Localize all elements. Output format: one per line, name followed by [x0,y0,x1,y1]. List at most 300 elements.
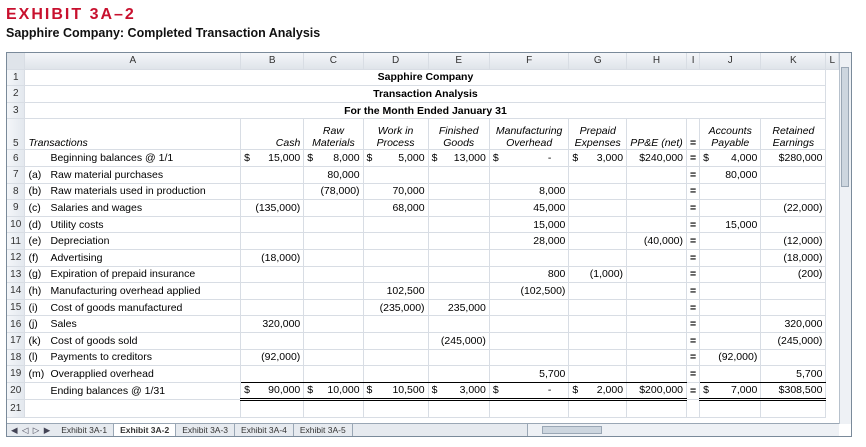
transaction-letter: (c) [28,201,41,214]
cell-fg[interactable] [428,166,489,183]
cell-prepaid[interactable] [569,366,627,383]
company-name[interactable]: Sapphire Company [25,69,826,86]
currency-cell [493,152,566,164]
column-header-h[interactable]: H [627,53,687,69]
cell-moh[interactable] [489,332,569,349]
empty-cell[interactable] [761,400,826,418]
transaction-description[interactable] [25,266,241,283]
transaction-description[interactable] [25,382,241,400]
column-header-b[interactable]: B [241,53,304,69]
cell-wip[interactable] [363,233,428,250]
cell-wip[interactable] [363,166,428,183]
transaction-row [7,183,839,200]
header-transactions[interactable]: Transactions [25,119,241,150]
cell-raw[interactable] [304,216,363,233]
exhibit-subtitle: Sapphire Company: Completed Transaction Analysis [6,26,321,40]
empty-cell[interactable] [241,400,304,418]
transaction-row [7,266,839,283]
cell-value: 10,000 [327,384,360,397]
row-header[interactable]: 19 [7,366,25,383]
cell-prepaid[interactable] [569,249,627,266]
cell-eq[interactable]: = [687,166,700,183]
cell-moh[interactable]: (102,500) [489,283,569,300]
transaction-row [7,332,839,349]
transaction-row [7,299,839,316]
select-all-corner[interactable] [7,53,25,69]
row-header[interactable]: 12 [7,249,25,266]
row-header[interactable]: 8 [7,183,25,200]
cell-fg[interactable] [428,183,489,200]
cell-ppe[interactable] [627,200,687,217]
horizontal-scrollbar[interactable] [527,424,839,436]
cell-raw[interactable] [304,150,363,167]
cell-raw[interactable] [304,316,363,333]
cell-raw[interactable] [304,382,363,400]
cell-ppe[interactable] [627,366,687,383]
transaction-row [7,216,839,233]
cell-fg[interactable] [428,382,489,400]
cell-cash[interactable] [241,283,304,300]
cell-raw[interactable] [304,233,363,250]
empty-cell[interactable] [687,400,700,418]
column-header-row [7,53,839,69]
cell-eq[interactable]: = [687,366,700,383]
transaction-letter: (k) [28,334,41,347]
cell-fg[interactable]: (245,000) [428,332,489,349]
column-header-a[interactable]: A [25,53,241,69]
cell-ppe[interactable] [627,316,687,333]
cell-prepaid[interactable]: (1,000) [569,266,627,283]
sheet-row [7,69,839,86]
sheet-tab[interactable]: Exhibit 3A-4 [235,424,294,436]
cell-cash[interactable] [241,366,304,383]
cell-cash[interactable]: (18,000) [241,249,304,266]
sheet-row [7,86,839,103]
cell-moh[interactable]: 45,000 [489,200,569,217]
cell-moh[interactable]: 28,000 [489,233,569,250]
cell-re[interactable]: 320,000 [761,316,826,333]
cell-prepaid[interactable] [569,166,627,183]
row-header[interactable]: 13 [7,266,25,283]
cell-fg[interactable] [428,283,489,300]
cell-eq[interactable]: = [687,266,700,283]
cell-ap[interactable] [700,332,761,349]
transaction-text: Sales [50,318,77,331]
cell-re[interactable] [761,299,826,316]
transaction-text: Overapplied overhead [50,367,154,380]
cell-moh[interactable]: 5,700 [489,366,569,383]
sheet-tab[interactable]: Exhibit 3A-1 [55,424,114,436]
transaction-description[interactable] [25,183,241,200]
transaction-text: Depreciation [50,235,110,248]
currency-cell [244,152,300,164]
cell-re[interactable] [761,216,826,233]
cell-prepaid[interactable] [569,316,627,333]
cell-ppe[interactable] [627,283,687,300]
empty-cell[interactable] [428,400,489,418]
cell-eq[interactable]: = [687,299,700,316]
empty-cell[interactable] [489,400,569,418]
transaction-row [7,316,839,333]
cell-prepaid[interactable] [569,332,627,349]
currency-symbol: $ [244,384,250,397]
row-header[interactable]: 2 [7,86,25,103]
row-header[interactable]: 11 [7,233,25,250]
currency-symbol: $ [492,152,499,165]
cell-prepaid[interactable] [569,183,627,200]
vertical-scrollbar[interactable] [839,53,851,424]
cell-re[interactable]: $280,000 [761,150,826,167]
currency-cell [432,152,486,164]
cell-wip[interactable]: 70,000 [363,183,428,200]
cell-wip[interactable] [363,316,428,333]
sheet-row [7,102,839,119]
cell-fg[interactable] [428,266,489,283]
header-ppe-net[interactable]: PP&E (net) [627,119,687,150]
transaction-row [7,150,839,167]
cell-prepaid[interactable] [569,349,627,366]
sheet-tab[interactable]: Exhibit 3A-2 [114,424,176,436]
cell-wip[interactable] [363,349,428,366]
transaction-letter: (f) [28,251,39,264]
cell-prepaid[interactable] [569,150,627,167]
cell-raw[interactable] [304,266,363,283]
transaction-text: Utility costs [50,218,104,231]
empty-cell[interactable] [627,400,687,418]
cell-ap[interactable] [700,266,761,283]
cell-re[interactable] [761,183,826,200]
transaction-letter: (l) [28,351,38,364]
currency-symbol: $ [572,384,579,397]
header-cash[interactable]: Cash [241,119,304,150]
header-raw-materials[interactable]: Raw Materials [304,119,363,150]
currency-cell [432,384,486,396]
cell-wip[interactable] [363,366,428,383]
cell-cash[interactable]: (92,000) [241,349,304,366]
currency-cell [703,152,757,164]
transaction-text: Manufacturing overhead applied [50,284,201,297]
row-header[interactable]: 16 [7,316,25,333]
transaction-letter: (g) [28,268,42,281]
row-header[interactable]: 5 [7,119,25,150]
row-header[interactable]: 18 [7,349,25,366]
cell-wip[interactable]: (235,000) [363,299,428,316]
cell-re[interactable]: (245,000) [761,332,826,349]
transaction-letter: (m) [28,367,45,380]
cell-ap[interactable] [700,150,761,167]
cell-re[interactable]: (18,000) [761,249,826,266]
cell-moh[interactable] [489,382,569,400]
transaction-description[interactable] [25,150,241,167]
cell-cash[interactable] [241,166,304,183]
cell-ppe[interactable] [627,266,687,283]
sheet-tab[interactable]: Exhibit 3A-5 [294,424,353,436]
cell-cash[interactable] [241,183,304,200]
row-header[interactable]: 15 [7,299,25,316]
cell-wip[interactable] [363,216,428,233]
column-header-f[interactable]: F [489,53,569,69]
cell-wip[interactable]: 68,000 [363,200,428,217]
cell-ap[interactable] [700,183,761,200]
tab-nav-arrows[interactable]: ◀ ◁ ▷ ▶ [11,424,52,435]
empty-cell[interactable] [304,400,363,418]
horizontal-scroll-thumb[interactable] [542,426,602,434]
transaction-description[interactable] [25,283,241,300]
currency-cell [307,384,359,396]
cell-re[interactable]: (200) [761,266,826,283]
transaction-letter: (j) [28,318,38,331]
cell-raw[interactable] [304,332,363,349]
cell-prepaid[interactable] [569,216,627,233]
cell-ppe[interactable] [627,183,687,200]
transaction-description[interactable] [25,216,241,233]
sheet-row [7,400,839,418]
cell-eq[interactable]: = [687,249,700,266]
cell-ppe[interactable] [627,332,687,349]
transaction-description[interactable] [25,316,241,333]
cell-ppe[interactable]: $240,000 [627,150,687,167]
currency-cell [572,384,623,396]
cell-value: 3,000 [459,384,486,397]
cell-cash[interactable]: 320,000 [241,316,304,333]
currency-symbol: $ [572,152,579,165]
cell-wip[interactable]: 102,500 [363,283,428,300]
cell-ap[interactable]: (92,000) [700,349,761,366]
row-header[interactable]: 17 [7,332,25,349]
cell-ppe[interactable] [627,216,687,233]
cell-eq[interactable]: = [687,316,700,333]
cell-ap[interactable] [700,200,761,217]
cell-re[interactable]: $308,500 [761,382,826,400]
header-prepaid-expenses[interactable]: Prepaid Expenses [569,119,627,150]
transaction-text: Ending balances @ 1/31 [50,384,166,397]
cell-fg[interactable] [428,216,489,233]
transaction-description[interactable] [25,249,241,266]
empty-cell[interactable] [700,400,761,418]
cell-ppe[interactable] [627,249,687,266]
cell-ap[interactable]: 15,000 [700,216,761,233]
transaction-text: Raw materials used in production [50,185,206,198]
cell-ap[interactable] [700,233,761,250]
cell-ap[interactable] [700,316,761,333]
cell-eq[interactable]: = [687,382,700,400]
header-equals[interactable]: = [687,119,700,150]
cell-ap[interactable] [700,283,761,300]
cell-prepaid[interactable] [569,382,627,400]
cell-fg[interactable] [428,233,489,250]
cell-moh[interactable]: 15,000 [489,216,569,233]
cell-value: 3,000 [596,152,624,165]
cell-eq[interactable]: = [687,216,700,233]
header-accounts-payable[interactable]: Accounts Payable [700,119,761,150]
transaction-text: Beginning balances @ 1/1 [50,152,174,165]
empty-cell[interactable] [25,400,241,418]
cell-raw[interactable] [304,249,363,266]
transaction-row [7,382,839,400]
column-header-d[interactable]: D [363,53,428,69]
transaction-description[interactable] [25,166,241,183]
transaction-row [7,366,839,383]
cell-raw[interactable] [304,366,363,383]
cell-eq[interactable]: = [687,349,700,366]
cell-cash[interactable] [241,150,304,167]
cell-re[interactable] [761,166,826,183]
cell-prepaid[interactable] [569,299,627,316]
cell-wip[interactable] [363,382,428,400]
column-header-k[interactable]: K [761,53,826,69]
cell-raw[interactable]: 80,000 [304,166,363,183]
cell-value: 8,000 [333,152,360,165]
vertical-scroll-thumb[interactable] [841,67,849,187]
column-header-l[interactable]: L [826,53,839,69]
cell-prepaid[interactable] [569,200,627,217]
column-header-c[interactable]: C [304,53,363,69]
row-header[interactable]: 1 [7,69,25,86]
cell-re[interactable] [761,349,826,366]
empty-cell[interactable] [363,400,428,418]
transaction-description[interactable] [25,299,241,316]
cell-moh[interactable] [489,150,569,167]
cell-raw[interactable] [304,349,363,366]
cell-eq[interactable]: = [687,283,700,300]
row-header[interactable]: 10 [7,216,25,233]
worksheet-grid [7,53,839,418]
cell-eq[interactable]: = [687,233,700,250]
cell-wip[interactable] [363,266,428,283]
header-manufacturing-overhead[interactable]: Manufacturing Overhead [489,119,569,150]
currency-cell [703,384,757,396]
transaction-text: Payments to creditors [50,351,153,364]
cell-fg[interactable] [428,249,489,266]
cell-ppe[interactable] [627,299,687,316]
transaction-description[interactable] [25,366,241,383]
cell-raw[interactable] [304,200,363,217]
cell-prepaid[interactable] [569,283,627,300]
cell-value: 15,000 [268,152,301,165]
cell-fg[interactable] [428,316,489,333]
cell-fg[interactable] [428,150,489,167]
cell-moh[interactable] [489,249,569,266]
report-period[interactable]: For the Month Ended January 31 [25,102,826,119]
transaction-letter: (a) [28,168,42,181]
worksheet [7,53,839,424]
sheet-tab[interactable]: Exhibit 3A-3 [176,424,235,436]
header-retained-earnings[interactable]: Retained Earnings [761,119,826,150]
cell-cash[interactable] [241,233,304,250]
transaction-text: Cost of goods sold [50,334,138,347]
transaction-letter: (e) [28,235,42,248]
transaction-description[interactable] [25,200,241,217]
transaction-row [7,349,839,366]
cell-moh[interactable] [489,166,569,183]
cell-fg[interactable]: 235,000 [428,299,489,316]
transaction-description[interactable] [25,332,241,349]
cell-re[interactable] [761,283,826,300]
row-header[interactable]: 20 [7,382,25,400]
cell-re[interactable]: (22,000) [761,200,826,217]
row-header[interactable]: 3 [7,102,25,119]
cell-ap[interactable] [700,299,761,316]
cell-moh[interactable] [489,299,569,316]
currency-symbol: $ [244,152,250,165]
cell-cash[interactable]: (135,000) [241,200,304,217]
row-header[interactable]: 21 [7,400,25,418]
report-name[interactable]: Transaction Analysis [25,86,826,103]
cell-fg[interactable] [428,366,489,383]
transaction-letter: (b) [28,185,42,198]
cell-prepaid[interactable] [569,233,627,250]
currency-cell [367,152,425,164]
cell-raw[interactable] [304,283,363,300]
header-work-in-process[interactable]: Work in Process [363,119,428,150]
currency-symbol: $ [307,152,314,165]
cell-ppe[interactable]: (40,000) [627,233,687,250]
currency-symbol: $ [703,152,709,165]
header-finished-goods[interactable]: Finished Goods [428,119,489,150]
cell-moh[interactable] [489,349,569,366]
cell-fg[interactable] [428,349,489,366]
cell-moh[interactable] [489,316,569,333]
cell-ap[interactable] [700,366,761,383]
cell-re[interactable]: 5,700 [761,366,826,383]
cell-cash[interactable] [241,266,304,283]
column-header-e[interactable]: E [428,53,489,69]
cell-raw[interactable] [304,299,363,316]
transaction-text: Raw material purchases [50,168,164,181]
empty-cell[interactable] [569,400,627,418]
column-header-i[interactable]: I [687,53,700,69]
currency-cell [572,152,623,164]
cell-wip[interactable] [363,332,428,349]
cell-wip[interactable] [363,249,428,266]
cell-ppe[interactable] [627,349,687,366]
row-header[interactable]: 6 [7,150,25,167]
cell-value: 10,500 [392,384,425,397]
cell-cash[interactable] [241,332,304,349]
cell-eq[interactable]: = [687,200,700,217]
row-header[interactable]: 9 [7,200,25,217]
transaction-row [7,200,839,217]
cell-ap[interactable] [700,382,761,400]
cell-moh[interactable]: 8,000 [489,183,569,200]
transaction-description[interactable] [25,233,241,250]
currency-symbol: $ [431,384,438,397]
cell-moh[interactable]: 800 [489,266,569,283]
cell-cash[interactable] [241,299,304,316]
transaction-text: Salaries and wages [50,201,143,214]
cell-fg[interactable] [428,200,489,217]
cell-ap[interactable]: 80,000 [700,166,761,183]
row-header[interactable]: 14 [7,283,25,300]
cell-wip[interactable] [363,150,428,167]
spreadsheet-window [6,52,852,437]
cell-ppe[interactable] [627,166,687,183]
cell-re[interactable]: (12,000) [761,233,826,250]
cell-ppe[interactable]: $200,000 [627,382,687,400]
cell-eq[interactable]: = [687,183,700,200]
row-header[interactable]: 7 [7,166,25,183]
cell-raw[interactable]: (78,000) [304,183,363,200]
cell-cash[interactable] [241,216,304,233]
cell-cash[interactable] [241,382,304,400]
column-header-g[interactable]: G [569,53,627,69]
cell-eq[interactable]: = [687,150,700,167]
cell-ap[interactable] [700,249,761,266]
transaction-description[interactable] [25,349,241,366]
cell-value: 90,000 [268,384,301,397]
cell-eq[interactable]: = [687,332,700,349]
column-header-j[interactable]: J [700,53,761,69]
